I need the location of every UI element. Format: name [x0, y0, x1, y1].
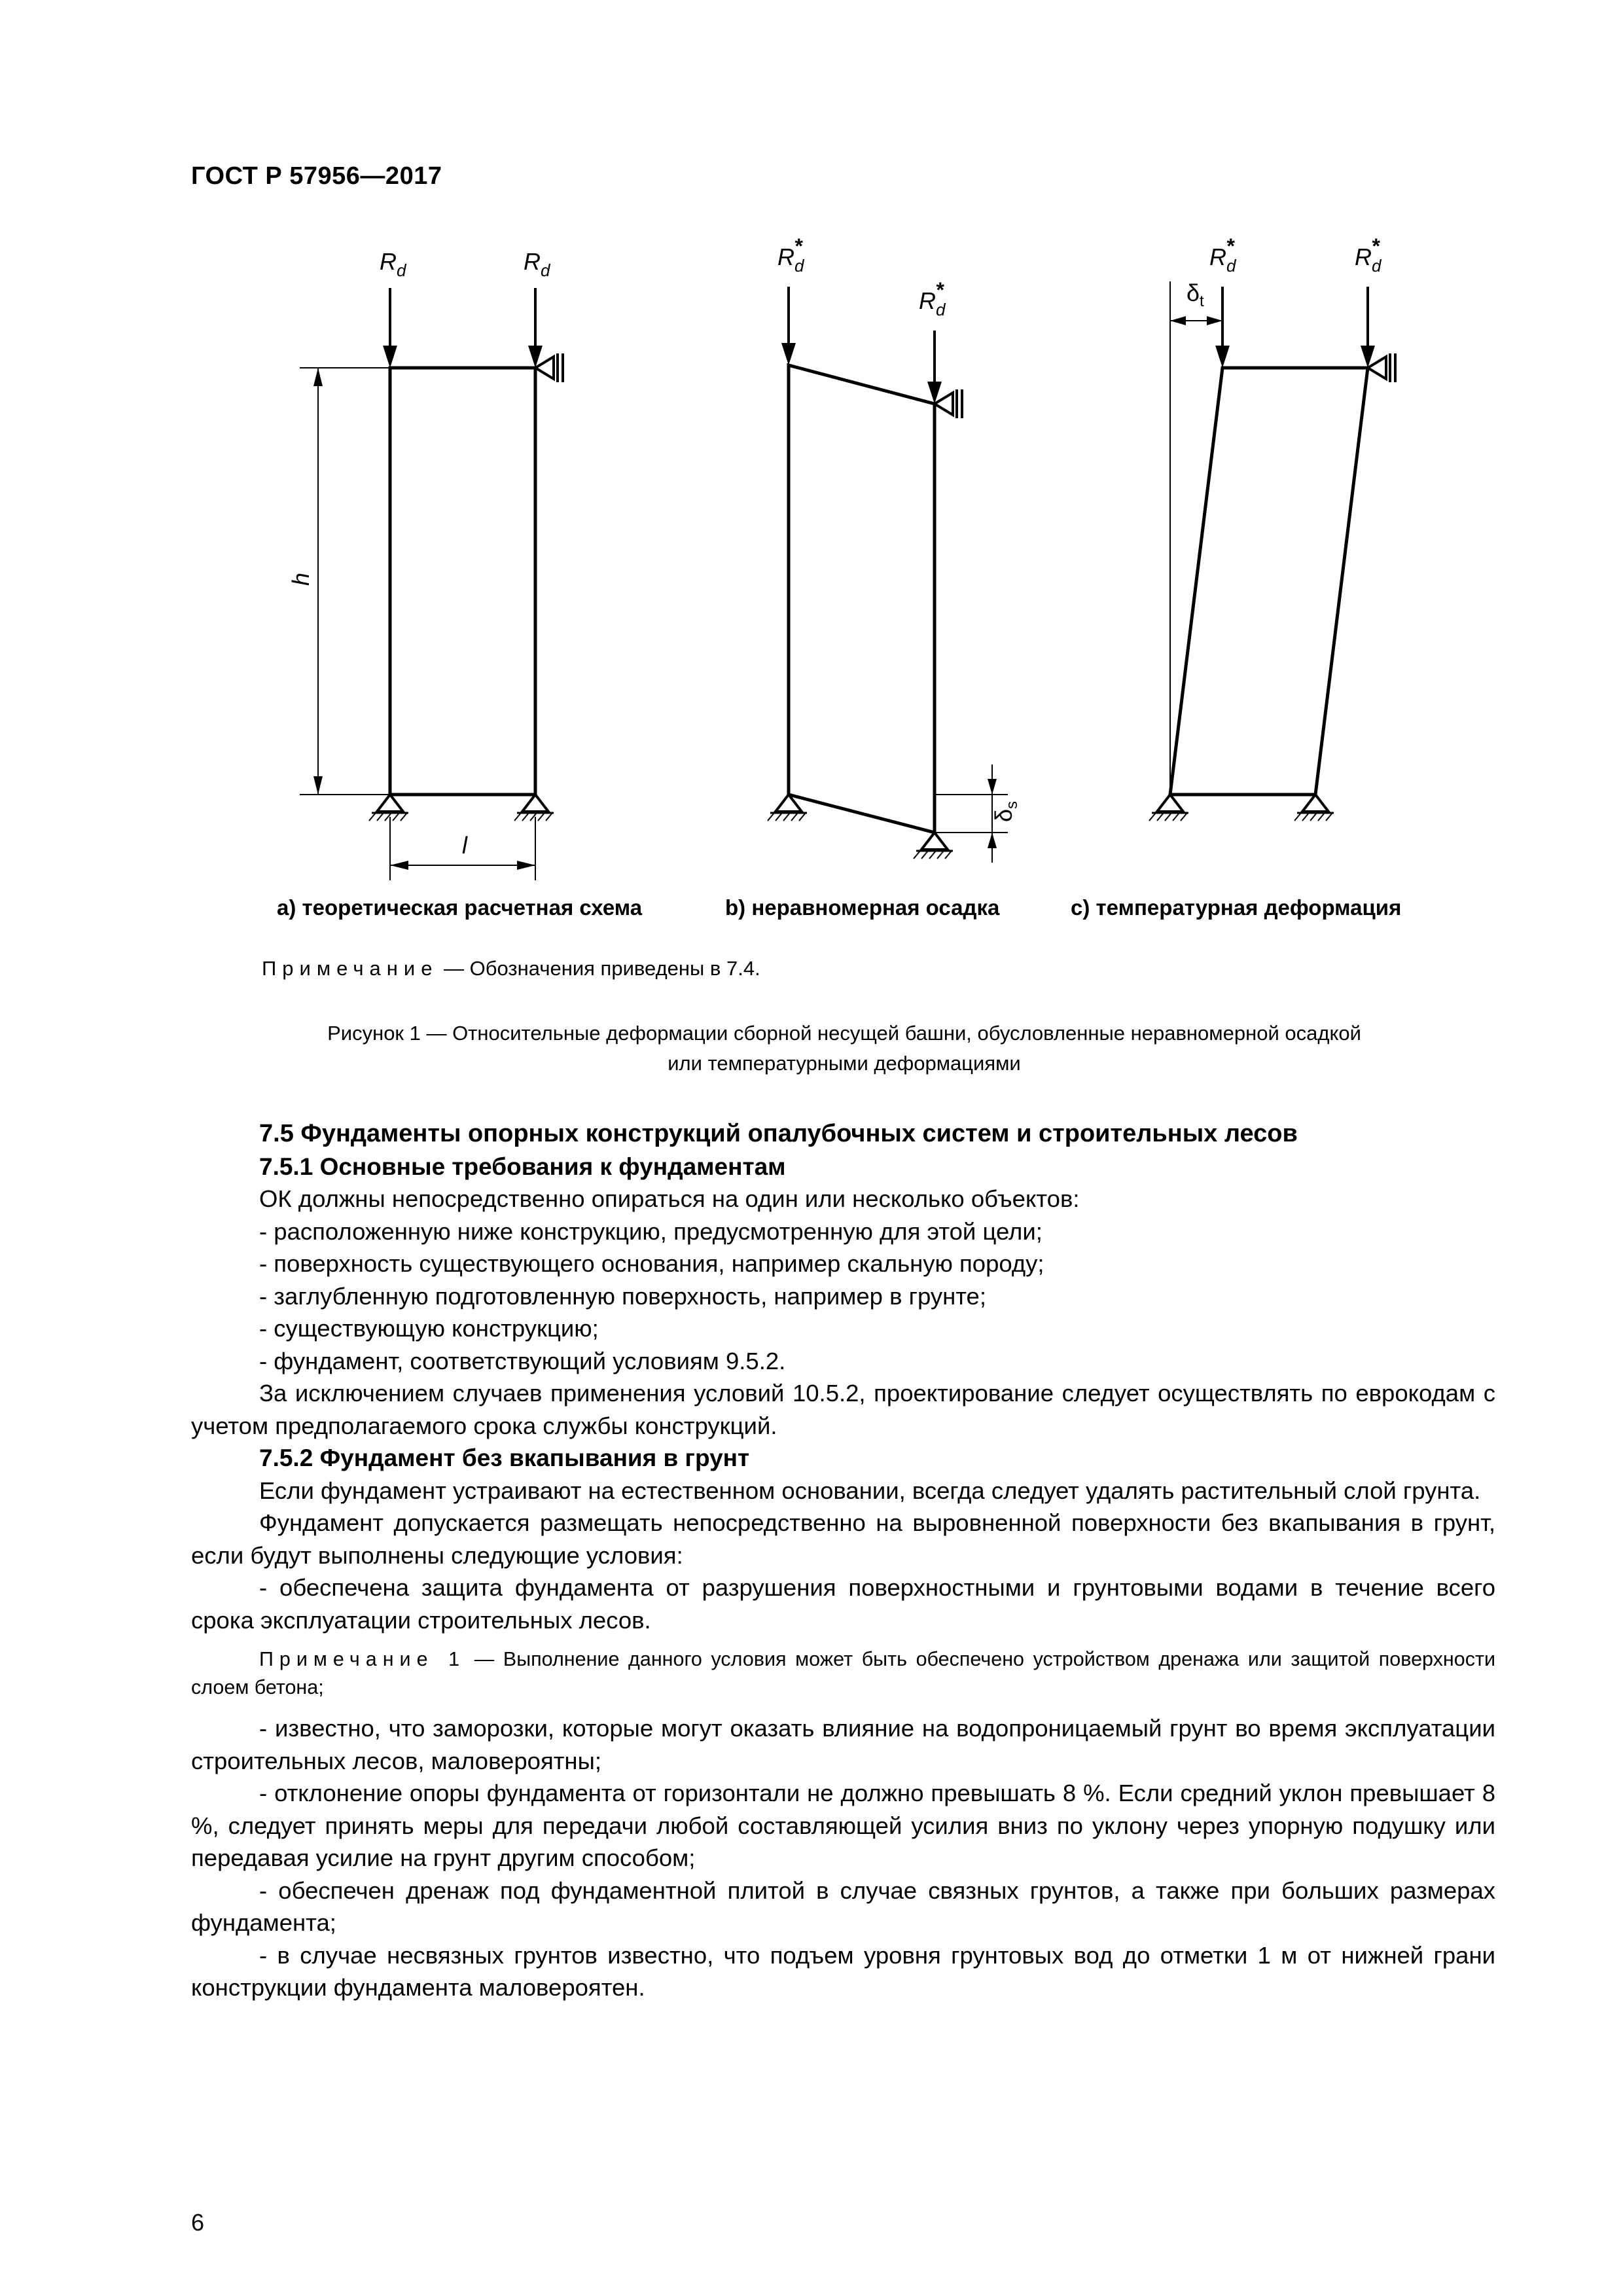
list-item: - поверхность существующего основания, например скальную породу; [259, 1250, 1044, 1277]
figure-title [196, 1018, 1492, 1079]
list-item: - расположенную ниже конструкцию, предусмотренную для этой цели; [259, 1217, 1043, 1245]
label-rd-star-b2: $R_d*$ [919, 278, 946, 319]
section-heading-7-5: 7.5 Фундаменты опорных конструкций опалубочных систем и строительных лесов [259, 1120, 1298, 1147]
figure-1-diagram [196, 229, 1466, 936]
list-item: - существующую конструкцию; [259, 1315, 599, 1342]
caption-a: а) теоретическая расчетная схема [277, 895, 643, 920]
scheme-c [1149, 281, 1395, 821]
pin-support-a1 [369, 795, 408, 821]
note-1: Примечание 1 — Выполнение данного условия может быть обеспечено устройством дренажа или защитой поверхности слоем бетона; [191, 1648, 1495, 1698]
label-rd-star-c1: $R_d*$ [1209, 234, 1236, 276]
label-h: h [287, 572, 314, 586]
roller-support-b [935, 389, 962, 418]
pin-support-c1 [1149, 795, 1188, 821]
pin-support-a2 [514, 795, 554, 821]
list-item: - заглубленную подготовленную поверхность, например в грунте; [259, 1282, 986, 1310]
scheme-b [768, 287, 1008, 863]
label-rd-star-b1: $R_d*$ [777, 234, 804, 276]
condition-item: - отклонение опоры фундамента от горизонтали не должно превышать 8 %. Если средний уклон превышает 8 %, следует принять меры для передачи любой составляющей усилия вниз по уклону через упорную подушку или передавая усилие на грунт другим способом; [191, 1780, 1495, 1871]
condition-item: - известно, что заморозки, которые могут оказать влияние на водопроницаемый грунт во время эксплуатации строительных лесов, маловероятны; [191, 1715, 1495, 1774]
label-l: l [462, 832, 467, 859]
label-rd-star-c2: $R_d*$ [1355, 234, 1382, 276]
frame-a [390, 368, 535, 795]
paragraph: Фундамент допускается размещать непосредственно на выровненной поверхности без вкапывания в грунт, если будут выполнены следующие условия: [191, 1509, 1495, 1569]
pin-support-b2 [914, 833, 953, 859]
caption-c: с) температурная деформация [1071, 895, 1402, 920]
caption-b: b) неравномерная осадка [725, 895, 1000, 920]
paragraph: Если фундамент устраивают на естественном основании, всегда следует удалять растительный слой грунта. [259, 1477, 1481, 1504]
condition-item: - обеспечена защита фундамента от разрушения поверхностными и грунтовыми водами в течение всего срока эксплуатации строительных лесов. [191, 1574, 1495, 1634]
label-delta-t: $\delta_t$ [1186, 279, 1204, 310]
paragraph: За исключением случаев применения условий 10.5.2, проектирование следует осуществлять по еврокодам с учетом предполагаемого срока службы конструкций. [191, 1380, 1495, 1439]
section-heading-7-5-1: 7.5.1 Основные требования к фундаментам [259, 1153, 786, 1180]
document-body [191, 1118, 1495, 2004]
condition-item: - обеспечен дренаж под фундаментной плитой в случае связных грунтов, а также при больших размерах фундамента; [191, 1876, 1495, 1936]
roller-support-a [535, 353, 563, 382]
list-item: - фундамент, соответствующий условиям 9.5.2. [259, 1347, 786, 1374]
paragraph: ОК должны непосредственно опираться на один или несколько объектов: [259, 1185, 1080, 1212]
figure-title-line-1: Рисунок 1 — Относительные деформации сборной несущей башни, обусловленные неравномерной осадкой [327, 1022, 1361, 1045]
label-delta-s: $\delta_s$ [990, 800, 1021, 822]
section-heading-7-5-2: 7.5.2 Фундамент без вкапывания в грунт [259, 1444, 750, 1471]
condition-item: - в случае несвязных грунтов известно, что подъем уровня грунтовых вод до отметки 1 м от нижней грани конструкции фундамента маловероятен. [191, 1941, 1495, 2001]
label-rd-a2: $R_d$ [524, 248, 550, 280]
pin-support-c2 [1294, 795, 1334, 821]
figure-title-line-2: или температурными деформациями [668, 1052, 1021, 1075]
figure-note: Примечание — Обозначения приведены в 7.4. [262, 957, 760, 980]
roller-support-c [1368, 353, 1395, 382]
frame-b [789, 365, 935, 833]
label-rd-a1: $R_d$ [380, 248, 406, 280]
page-number: 6 [191, 2209, 205, 2236]
frame-c [1170, 368, 1368, 795]
document-header: ГОСТ Р 57956—2017 [191, 162, 442, 190]
scheme-a [300, 288, 563, 880]
